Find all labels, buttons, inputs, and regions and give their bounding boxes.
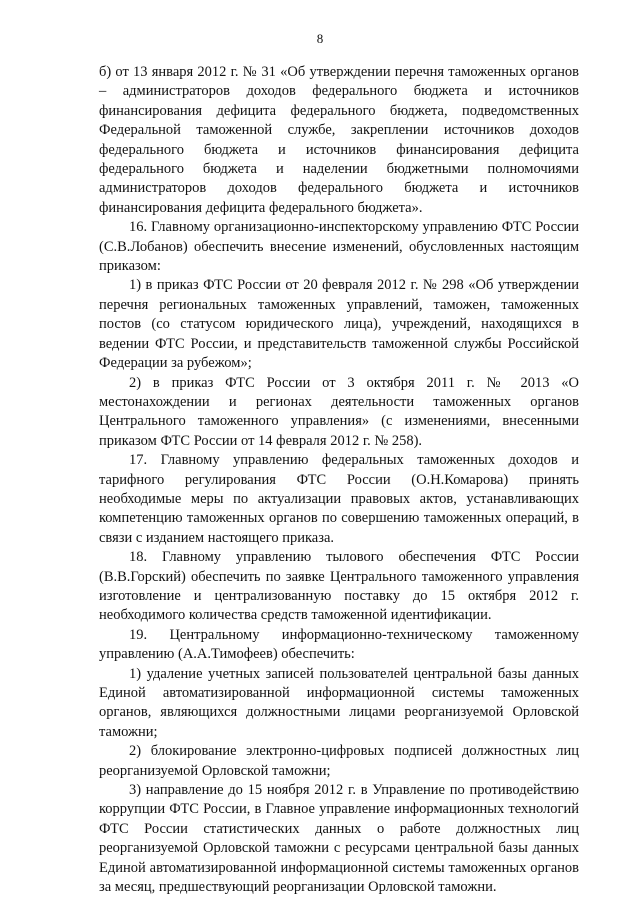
paragraph-16-item-2: 2) в приказ ФТС России от 3 октября 2011 г. № 2013 «О местонахождении и регионах деятельности таможенных органов Центрального таможенного управления» (с изменениями, внесенными приказом ФТС России от 14 февраля 2012 г. № 258). [99, 374, 579, 449]
paragraph-15b: б) от 13 января 2012 г. № 31 «Об утверждении перечня таможенных органов – администраторов доходов федерального бюджета и источников финансирования дефицита федерального бюджета, подведомственных Федеральной таможенной службе, закреплении источников доходов федерального бюджета и источников финансирования дефицита федерального бюджета и наделении бюджетными полномочиями администраторов доходов федерального бюджета и источников финансирования дефицита федерального бюджета». [99, 64, 579, 216]
paragraph-18: 18. Главному управлению тылового обеспечения ФТС России (В.В.Горский) обеспечить по заявке Центрального таможенного управления изготовление и централизованную поставку до 15 октября 2012 г. необходимого количества средств таможенной идентификации. [99, 549, 579, 624]
paragraph-16-item-1: 1) в приказ ФТС России от 20 февраля 2012 г. № 298 «Об утверждении перечня региональных таможенных управлений, таможен, таможенных постов (со статусом юридического лица), учреждений, находящихся в ведении ФТС России, и представительств таможенной службы Российской Федерации за рубежом»; [99, 277, 579, 372]
document-body [99, 63, 579, 897]
paragraph-19-item-2: 2) блокирование электронно-цифровых подписей должностных лиц реорганизуемой Орловской таможни; [99, 743, 579, 779]
paragraph-19-item-1: 1) удаление учетных записей пользователей центральной базы данных Единой автоматизированной информационной системы таможенных органов, являющихся должностными лицами реорганизуемой Орловской таможни; [99, 665, 579, 740]
paragraph-19-item-3: 3) направление до 15 ноября 2012 г. в Управление по противодействию коррупции ФТС России, в Главное управление информационных технологий ФТС России статистических данных о работе должностных лиц реорганизуемой Орловской таможни с ресурсами центральной базы данных Единой автоматизированной информационной системы таможенных органов за месяц, предшествующий реорганизации Орловской таможни. [99, 782, 579, 896]
paragraph-19: 19. Центральному информационно-техническому таможенному управлению (А.А.Тимофеев) обеспечить: [99, 626, 579, 663]
paragraph-17: 17. Главному управлению федеральных таможенных доходов и тарифного регулирования ФТС России (О.Н.Комарова) принять необходимые меры по актуализации правовых актов, устанавливающих компетенцию таможенных органов по совершению таможенных операций, в связи с изданием настоящего приказа. [99, 452, 579, 546]
page-number: 8 [316, 31, 324, 46]
paragraph-16: 16. Главному организационно-инспекторскому управлению ФТС России (С.В.Лобанов) обеспечить внесение изменений, обусловленных настоящим приказом: [99, 219, 579, 275]
